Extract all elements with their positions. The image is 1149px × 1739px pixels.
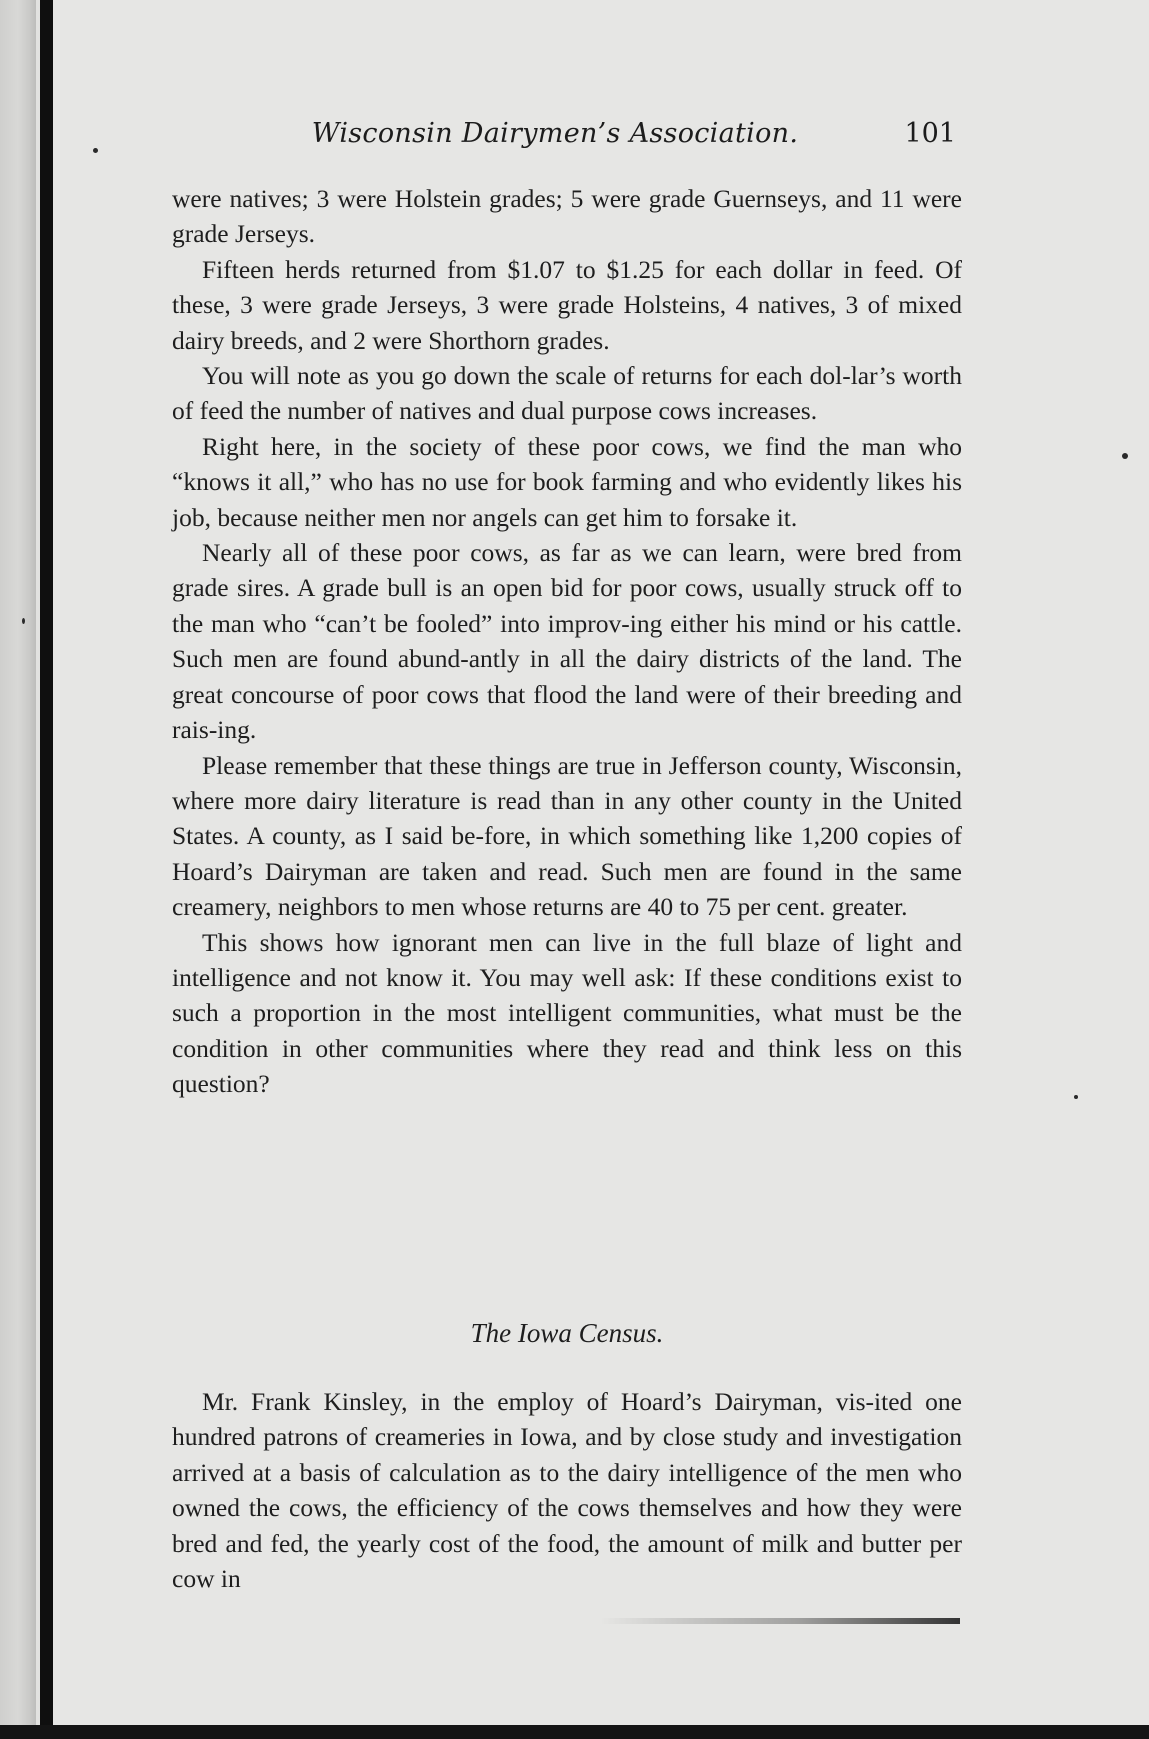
ink-speck [1074, 1095, 1078, 1099]
ink-speck [1122, 453, 1128, 459]
paragraph: Mr. Frank Kinsley, in the employ of Hoard’s Dairyman, vis-ited one hundred patrons of creameries in Iowa, and by close study and investigation arrived at a basis of calculation as to the dairy intelligence of the men who owned the cows, the efficiency of the cows themselves and how they were bred and fed, the yearly cost of the food, the amount of milk and butter per cow in [172, 1387, 962, 1594]
paragraph: Nearly all of these poor cows, as far as we can learn, were bred from grade sires. A grade bull is an open bid for poor cows, usually struck off to the man who “can’t be fooled” into improv-ing either his mind or his cattle. Such men are found abund-antly in all the dairy districts of the land. The great concourse of poor cows that flood the land were of their breeding and rais-ing. [172, 538, 962, 745]
page-bottom-edge [0, 1725, 1149, 1739]
spine-shadow [40, 0, 53, 1739]
section-heading: The Iowa Census. [470, 1318, 664, 1348]
page-number: 101 [904, 118, 956, 149]
paragraph: Please remember that these things are true in Jefferson county, Wisconsin, where more dairy literature is read than in any other county in the United States. A county, as I said be-fore, in which something like 1,200 copies of Hoard’s Dairyman are taken and read. Such men are found in the same creamery, neighbors to men whose returns are 40 to 75 per cent. greater. [172, 750, 962, 922]
running-title: Wisconsin Dairymen’s Association. [311, 118, 799, 149]
body-text [172, 181, 962, 1102]
section-body-text [172, 1384, 962, 1596]
book-binding [0, 0, 36, 1739]
paragraph: were natives; 3 were Holstein grades; 5 were grade Guernseys, and 11 were grade Jerseys. [172, 184, 962, 249]
paragraph: This shows how ignorant men can live in the full blaze of light and intelligence and not know it. You may well ask: If these conditions exist to such a proportion in the most intelligent communities, what must be the condition in other communities where they read and think less on this question? [172, 927, 962, 1099]
paragraph: Right here, in the society of these poor cows, we find the man who “knows it all,” who has no use for book farming and who evidently likes his job, because neither men nor angels can get him to forsake it. [172, 431, 962, 532]
ink-smudge [600, 1618, 960, 1624]
paragraph: You will note as you go down the scale of returns for each dol-lar’s worth of feed the number of natives and dual purpose cows increases. [172, 361, 962, 426]
paragraph: Fifteen herds returned from $1.07 to $1.25 for each dollar in feed. Of these, 3 were grade Jerseys, 3 were grade Holsteins, 4 natives, 3 of mixed dairy breeds, and 2 were Shorthorn grades. [172, 254, 962, 355]
page-header [140, 118, 970, 158]
ink-speck [93, 148, 98, 153]
ink-speck [22, 618, 25, 624]
